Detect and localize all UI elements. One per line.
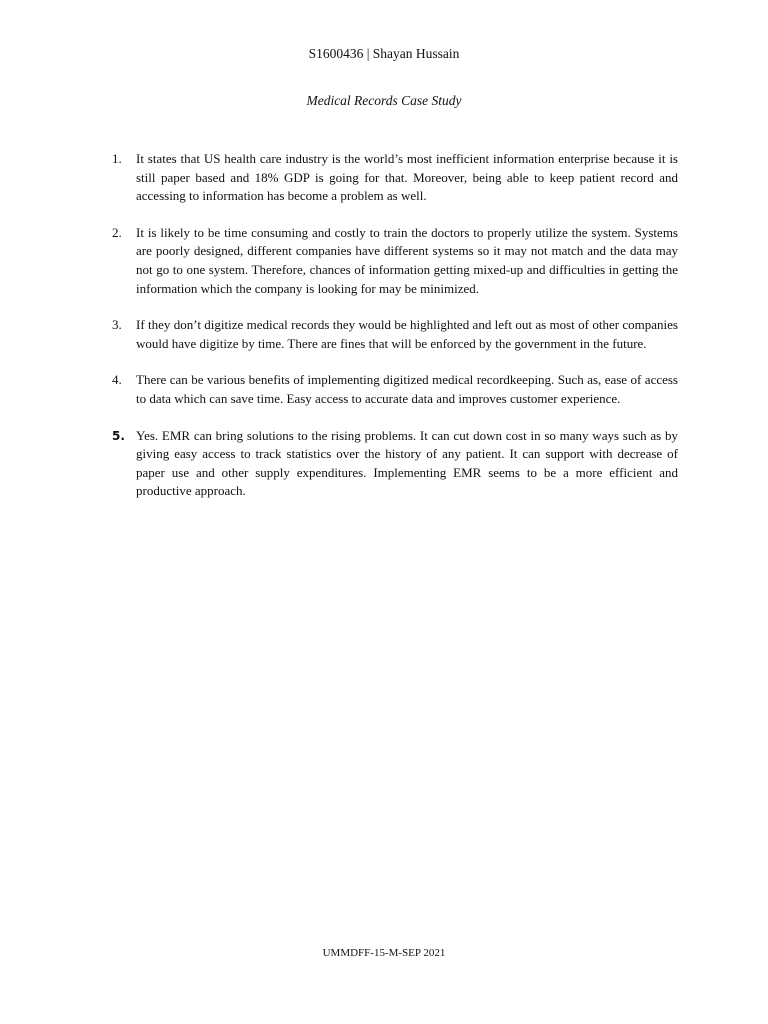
list-item-4 (112, 371, 678, 408)
item-text: Yes. EMR can bring solutions to the rising problems. It can cut down cost in so many ways such as by giving easy access to track statistics over the history of any patient. It can support with decrease of paper use and other supply expenditures. Implementing EMR seems to be a more efficient and productive approach. (136, 427, 678, 499)
item-text: It states that US health care industry is the world’s most inefficient information enterprise because it is still paper based and 18% GDP is going for that. Moreover, being able to keep patient record and accessing to information has become a problem as well. (136, 151, 678, 204)
list-item-2 (112, 224, 678, 298)
item-number: 1. (112, 151, 122, 166)
author-header: S1600436 | Shayan Hussain (308, 46, 460, 61)
item-number: 5. (112, 428, 125, 443)
document-title: Medical Records Case Study (306, 93, 462, 108)
list-item-3 (112, 316, 678, 353)
answer-list (112, 150, 678, 519)
footer-code: UMMDFF-15-M-SEP 2021 (322, 947, 446, 959)
item-number: 4. (112, 372, 122, 388)
item-number: 3. (112, 317, 122, 333)
list-item-1 (112, 150, 678, 206)
item-text: It is likely to be time consuming and costly to train the doctors to properly utilize the system. Systems are poorly designed, different companies have different systems so it may not match and the data may not go to one system. Therefore, chances of information getting mixed-up and difficulties in getting the information which the company is looking for may be minimized. (136, 224, 678, 296)
item-text: There can be various benefits of implementing digitized medical recordkeeping. Such as, ease of access to data which can save time. Easy access to accurate data and improves customer experience. (136, 372, 678, 406)
item-number: 2. (112, 224, 122, 240)
item-text: If they don’t digitize medical records they would be highlighted and left out as most of other companies would have digitize by time. There are fines that will be enforced by the government in the future. (136, 317, 678, 351)
list-item-5 (112, 427, 678, 501)
